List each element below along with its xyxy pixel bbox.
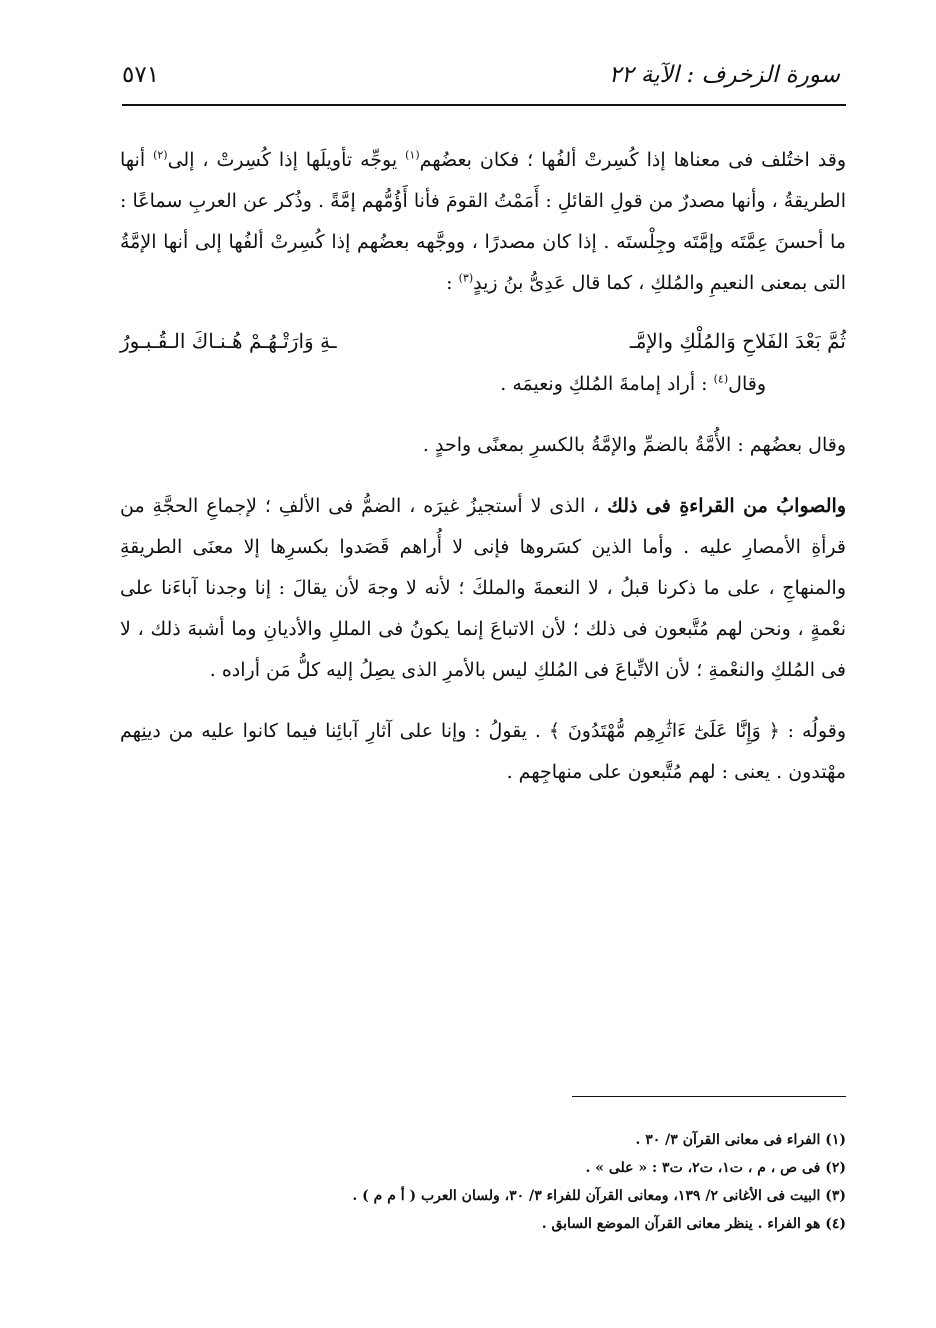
paragraph-1 [120, 140, 846, 304]
text-run: : [446, 272, 459, 294]
poetry-verse [120, 318, 846, 364]
running-title: سورة الزخرف : الآية ٢٢ [608, 62, 840, 88]
text-run: . يقولُ : وإنا على آثارِ آبائِنا فيما كانوا عليه من دينِهم مهْتدون . يعنى : لهم مُتَّبعون على منهاجِهم . [120, 720, 846, 783]
text-run: وقد اختُلف فى معناها إذا كُسِرتْ ألفُها ؛ فكان بعضُهم [419, 149, 846, 171]
verse-second-hemistich: ـةِ وَارَتْـهُـمْ هُـنـاكَ الـقُـبـورُ [120, 329, 337, 353]
page-number: ٥٧١ [122, 62, 160, 88]
footnote-ref-4: (٤) [713, 372, 729, 386]
verse-first-hemistich: ثُمَّ بَعْدَ الفَلاحِ وَالمُلْكِ والإمَّـ [629, 329, 846, 353]
footnote-1: (١) الفراء فى معانى القرآن ٣/ ٣٠ . [635, 1132, 846, 1148]
text-run: أنها الطريقةُ ، وأنها مصدرٌ من قولِ القائلِ : أَمَمْتُ القومَ فأنا أَؤُمُّهم إمَّةً . وذُكر عن العربِ سماعًا : ما أحسنَ عِمَّتَه وإمَّتَه وجِلْستَه . إذا كان مصدرًا ، ووجَّهه بعضُهم إذا كُسِرتْ ألفُها إلى أنها الإمَّةُ التى بمعنى النعيمِ والمُلكِ ، كما قال عَدِىُّ بنُ زيدٍ [120, 149, 846, 294]
paragraph-3: وقال بعضُهم : الأُمَّةُ بالضمِّ والإمَّةُ بالكسرِ بمعنًى واحدٍ . [422, 434, 846, 456]
bold-lead-phrase: والصوابُ من القراءةِ فى ذلك [607, 495, 846, 517]
main-text [120, 140, 846, 793]
paragraph-2 [120, 364, 846, 405]
footnote-2: (٢) فى ص ، م ، ت١، ت٢، ت٣ : « على » . [585, 1160, 846, 1176]
text-run: وقال [728, 373, 766, 395]
text-run: : أراد إمامةَ المُلكِ ونعيمَه . [500, 373, 714, 395]
footnote-ref-2: (٢) [153, 148, 168, 162]
footnotes [120, 1126, 846, 1238]
paragraph-5 [120, 711, 846, 793]
footnote-4: (٤) هو الفراء . ينظر معانى القرآن الموضع السابق . [541, 1216, 846, 1232]
header-divider [122, 104, 846, 106]
footnote-ref-1: (١) [405, 148, 420, 162]
footnote-divider [572, 1096, 846, 1097]
quran-quote: ﴿ وَإِنَّا عَلَىٰٓ ءَاثَٰرِهِم مُّهْتَدُونَ ﴾ [548, 720, 780, 742]
paragraph-4 [120, 486, 846, 691]
footnote-3: (٣) البيت فى الأغانى ٢/ ١٣٩، ومعانى القرآن للفراء ٣/ ٣٠، ولسان العرب ( أ م م ) . [352, 1188, 846, 1204]
text-run: وقولُه : [779, 720, 846, 742]
text-run: يوجِّه تأويلَها إذا كُسِرتْ ، إلى [167, 149, 406, 171]
page-header [122, 58, 840, 102]
footnote-ref-3: (٣) [458, 271, 474, 285]
text-run: ، الذى لا أستجيزُ غيرَه ، الضمُّ فى الألفِ ؛ لإجماعِ الحجَّةِ من قرأةِ الأمصارِ عليه . وأما الذين كسَروها فإنى لا أُراهم قَصَدوا بكسرِها إلا معنَى الطريقةِ والمنهاجِ ، على ما ذكرنا قبلُ ، لا النعمةَ والملكَ ؛ لأنه لا وجهَ لأن يقالَ : إنا وجدنا آباءَنا على نعْمةٍ ، ونحن لهم مُتَّبعون فى ذلك ؛ لأن الاتباعَ إنما يكونُ فى المللِ والأديانِ وما أشبهَ ذلك ، لا فى المُلكِ والنعْمةِ ؛ لأن الاتِّباعَ فى المُلكِ ليس بالأمرِ الذى يصِلُ إليه كلُّ مَن أراده . [120, 495, 846, 681]
